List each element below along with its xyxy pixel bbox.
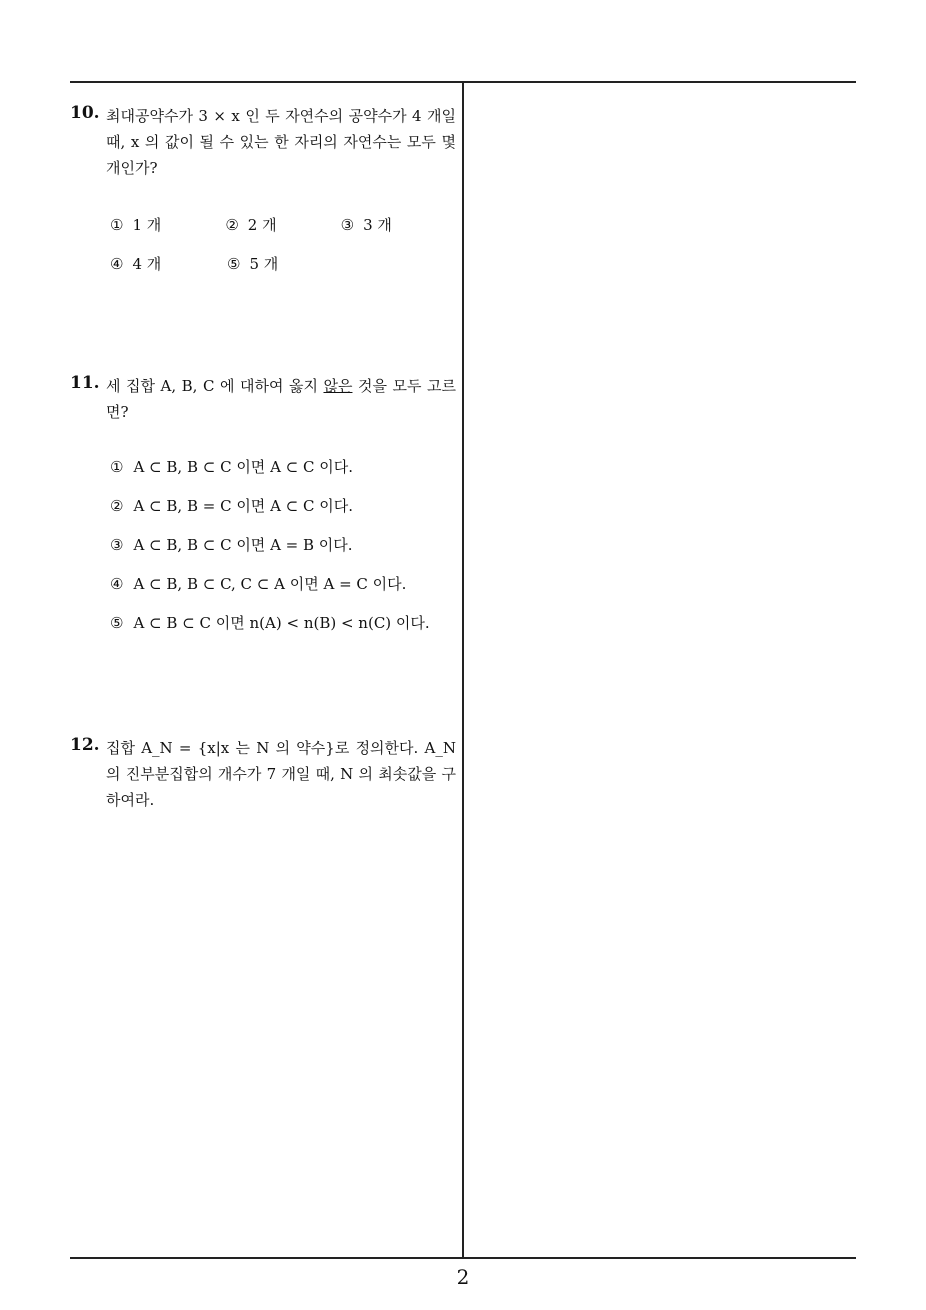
choice-label: 3 개 xyxy=(363,216,392,234)
choice-mark: ⑤ xyxy=(227,254,241,273)
question-number: 10. xyxy=(70,103,100,123)
choice-5[interactable] xyxy=(227,253,344,274)
choice-label: A ⊂ B, B ⊂ C, C ⊂ A 이면 A = C 이다. xyxy=(133,575,407,593)
choice-5[interactable] xyxy=(110,603,456,642)
choice-label: A ⊂ B, B ⊂ C 이면 A ⊂ C 이다. xyxy=(133,458,354,476)
question-text xyxy=(106,373,456,425)
question-10 xyxy=(70,103,456,283)
choice-mark: ① xyxy=(110,215,124,234)
choice-1[interactable] xyxy=(110,447,456,486)
choice-mark: ④ xyxy=(110,574,124,593)
question-text-before: 세 집합 A, B, C 에 대하여 옳지 xyxy=(106,377,324,395)
bottom-rule xyxy=(70,1257,856,1259)
choice-label: 4 개 xyxy=(132,255,162,273)
choice-mark: ⑤ xyxy=(110,613,124,632)
choice-4[interactable] xyxy=(110,253,227,274)
column-divider xyxy=(462,82,464,1258)
choice-label: A ⊂ B, B = C 이면 A ⊂ C 이다. xyxy=(133,497,354,515)
choice-2[interactable] xyxy=(110,486,456,525)
choice-label: 2 개 xyxy=(247,216,277,234)
choice-2[interactable] xyxy=(225,214,340,235)
question-number: 11. xyxy=(70,373,100,393)
question-text-emphasis: 않은 xyxy=(323,377,353,395)
choice-label: A ⊂ B ⊂ C 이면 n(A) < n(B) < n(C) 이다. xyxy=(133,614,430,632)
question-text: 최대공약수가 3 × x 인 두 자연수의 공약수가 4 개일 때, x 의 값이 될 수 있는 한 자리의 자연수는 모두 몇 개인가? xyxy=(106,107,456,177)
choice-mark: ② xyxy=(110,496,124,515)
question-text: 집합 A_N = {x|x 는 N 의 약수}로 정의한다. A_N 의 진부분집합의 개수가 7 개일 때, N 의 최솟값을 구하여라. xyxy=(106,739,456,809)
choice-3[interactable] xyxy=(110,525,456,564)
choice-1[interactable] xyxy=(110,214,225,235)
page-number: 2 xyxy=(456,1265,470,1289)
question-12 xyxy=(70,735,456,813)
choice-list xyxy=(110,205,456,283)
choice-3[interactable] xyxy=(341,214,456,235)
choice-label: 1 개 xyxy=(132,216,162,234)
question-number: 12. xyxy=(70,735,100,755)
choice-list xyxy=(110,447,456,642)
choice-4[interactable] xyxy=(110,564,456,603)
choice-mark: ③ xyxy=(340,215,355,234)
choice-mark: ③ xyxy=(110,535,124,554)
choice-mark: ② xyxy=(225,215,239,234)
question-text-after: 것을 모두 고르면? xyxy=(106,377,456,421)
choice-label: A ⊂ B, B ⊂ C 이면 A = B 이다. xyxy=(133,536,353,554)
question-11 xyxy=(70,373,456,642)
choice-label: 5 개 xyxy=(249,255,279,273)
choice-mark: ④ xyxy=(110,254,124,273)
choice-mark: ① xyxy=(110,457,124,476)
